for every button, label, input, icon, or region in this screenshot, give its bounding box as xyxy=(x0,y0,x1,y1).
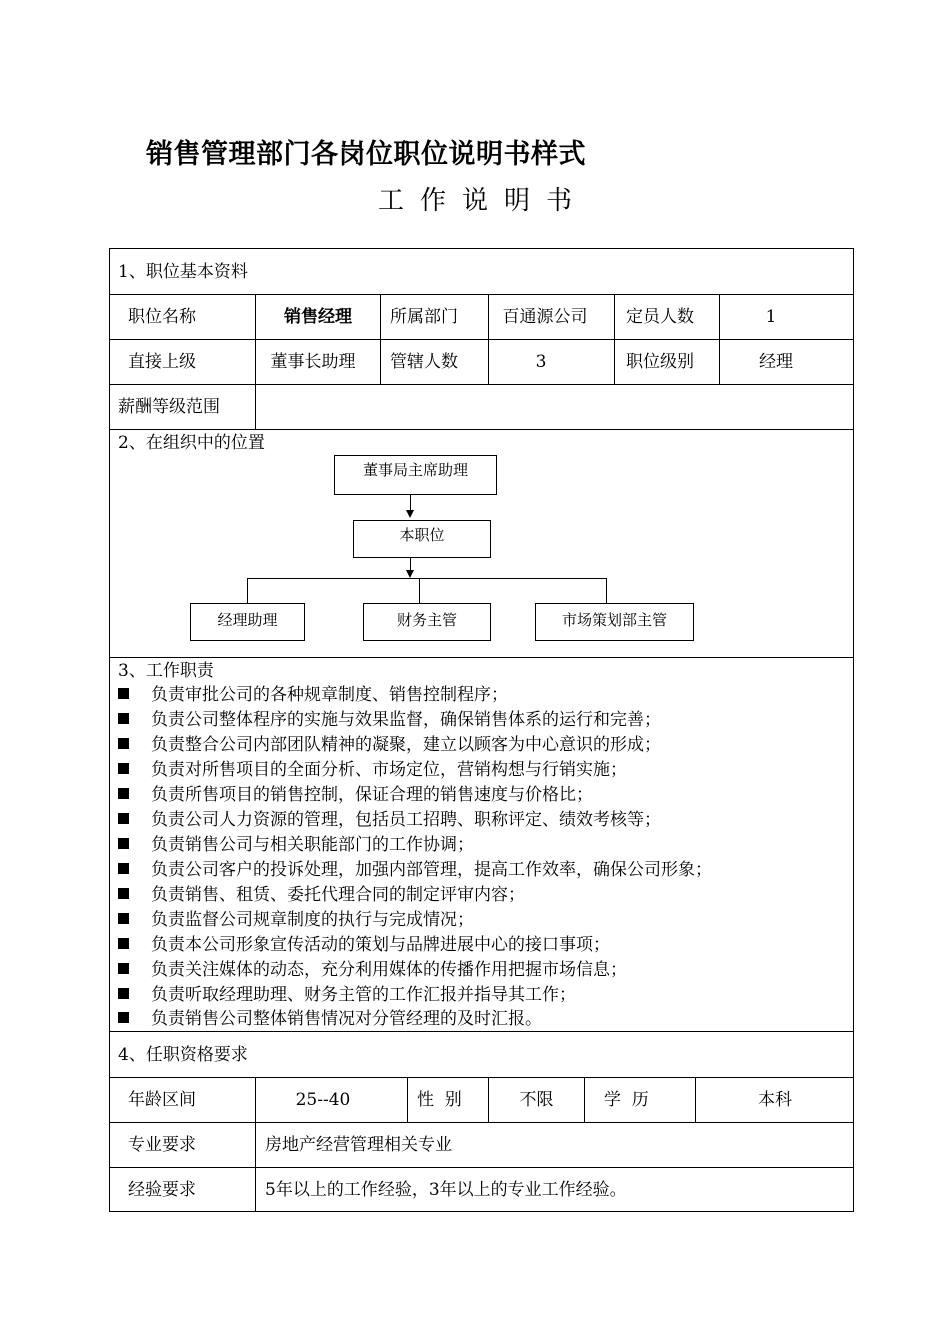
org-connector xyxy=(419,578,420,603)
duty-item xyxy=(118,809,661,831)
rule xyxy=(109,1167,854,1168)
rule xyxy=(109,657,854,658)
bullet-square-icon xyxy=(118,713,129,724)
org-connector xyxy=(247,578,607,579)
headcount-label: 定员人数 xyxy=(626,307,694,327)
rule xyxy=(109,1077,854,1078)
duty-item xyxy=(118,834,474,856)
major-value: 房地产经营管理相关专业 xyxy=(265,1135,452,1155)
org-top-box xyxy=(334,455,497,495)
org-arrow xyxy=(406,570,414,578)
bullet-square-icon xyxy=(118,863,129,874)
gender-value: 不限 xyxy=(519,1090,554,1110)
org-connector xyxy=(410,558,411,570)
duty-text: 负责公司整体程序的实施与效果监督，确保销售体系的运行和完善； xyxy=(151,710,661,730)
duty-text: 负责公司人力资源的管理，包括员工招聘、职称评定、绩效考核等； xyxy=(151,810,661,830)
duty-text: 负责销售公司与相关职能部门的工作协调； xyxy=(151,835,474,855)
bullet-square-icon xyxy=(118,788,129,799)
document-title: 销售管理部门各岗位职位说明书样式 xyxy=(146,139,586,170)
org-child-box xyxy=(363,603,491,641)
duty-text: 负责销售公司整体销售情况对分管经理的及时汇报。 xyxy=(151,1009,542,1029)
gender-label: 性 别 xyxy=(417,1090,462,1110)
rule xyxy=(614,294,615,384)
major-label: 专业要求 xyxy=(128,1135,196,1155)
experience-label: 经验要求 xyxy=(128,1180,196,1200)
duty-item xyxy=(118,734,661,756)
rule xyxy=(380,294,381,384)
bullet-square-icon xyxy=(118,813,129,824)
bullet-square-icon xyxy=(118,988,129,999)
education-label: 学 历 xyxy=(604,1090,649,1110)
section-heading: 1、职位基本资料 xyxy=(118,262,248,282)
org-child-label: 经理助理 xyxy=(217,611,278,629)
rule xyxy=(109,1122,854,1123)
org-middle-box xyxy=(353,520,491,558)
duty-item xyxy=(118,959,627,981)
duty-text: 负责听取经理助理、财务主管的工作汇报并指导其工作； xyxy=(151,985,576,1005)
duty-item xyxy=(118,934,610,956)
education-value: 本科 xyxy=(758,1090,792,1110)
department-label: 所属部门 xyxy=(390,307,458,327)
rule xyxy=(407,1077,408,1122)
duty-item xyxy=(118,684,508,706)
duty-text: 负责对所售项目的全面分析、市场定位，营销构想与行销实施； xyxy=(151,760,627,780)
duty-text: 负责销售、租赁、委托代理合同的制定评审内容； xyxy=(151,885,525,905)
duty-item xyxy=(118,784,593,806)
subordinates-label: 管辖人数 xyxy=(390,352,458,372)
duty-item xyxy=(118,709,661,731)
duty-text: 负责监督公司规章制度的执行与完成情况； xyxy=(151,910,474,930)
duty-text: 负责公司客户的投诉处理，加强内部管理，提高工作效率，确保公司形象； xyxy=(151,860,712,880)
org-child-box xyxy=(535,603,694,641)
duty-item xyxy=(118,859,712,881)
rule xyxy=(109,339,854,340)
document-subtitle: 工作说明书 xyxy=(377,186,588,216)
bullet-square-icon xyxy=(118,763,129,774)
experience-value: 5年以上的工作经验，3年以上的专业工作经验。 xyxy=(265,1180,627,1200)
duty-text: 负责关注媒体的动态，充分利用媒体的传播作用把握市场信息； xyxy=(151,960,627,980)
duty-text: 负责审批公司的各种规章制度、销售控制程序； xyxy=(151,685,508,705)
subordinates-value: 3 xyxy=(535,352,547,372)
position-name-value: 销售经理 xyxy=(284,307,352,327)
section-heading: 4、任职资格要求 xyxy=(118,1045,248,1065)
rule xyxy=(109,429,854,430)
section-heading: 3、工作职责 xyxy=(118,661,214,681)
bullet-square-icon xyxy=(118,688,129,699)
duty-text: 负责所售项目的销售控制，保证合理的销售速度与价格比； xyxy=(151,785,593,805)
bullet-square-icon xyxy=(118,938,129,949)
level-value: 经理 xyxy=(759,352,793,372)
section-heading: 2、在组织中的位置 xyxy=(118,433,265,453)
bullet-square-icon xyxy=(118,963,129,974)
rule xyxy=(109,384,854,385)
org-child-label: 财务主管 xyxy=(396,611,457,629)
supervisor-label: 直接上级 xyxy=(128,352,196,372)
duty-item xyxy=(118,759,627,781)
salary-range-label: 薪酬等级范围 xyxy=(118,397,220,417)
duty-item xyxy=(118,984,576,1006)
department-value: 百通源公司 xyxy=(502,307,588,327)
org-connector xyxy=(410,495,411,511)
position-name-label: 职位名称 xyxy=(128,307,196,327)
duty-item xyxy=(118,1008,542,1030)
org-child-label: 市场策划部主管 xyxy=(561,611,667,629)
bullet-square-icon xyxy=(118,738,129,749)
org-connector xyxy=(247,578,248,603)
rule xyxy=(584,1077,585,1122)
org-middle-label: 本职位 xyxy=(399,526,445,544)
duty-text: 负责本公司形象宣传活动的策划与品牌进展中心的接口事项； xyxy=(151,935,610,955)
org-child-box xyxy=(190,603,305,641)
org-connector xyxy=(606,578,607,603)
rule xyxy=(109,1031,854,1032)
supervisor-value: 董事长助理 xyxy=(270,352,356,372)
bullet-square-icon xyxy=(118,1012,129,1023)
duty-item xyxy=(118,909,474,931)
bullet-square-icon xyxy=(118,913,129,924)
duty-text: 负责整合公司内部团队精神的凝聚，建立以顾客为中心意识的形成； xyxy=(151,735,661,755)
bullet-square-icon xyxy=(118,888,129,899)
org-top-label: 董事局主席助理 xyxy=(362,461,468,479)
bullet-square-icon xyxy=(118,838,129,849)
rule xyxy=(109,294,854,295)
org-arrow xyxy=(406,510,414,518)
level-label: 职位级别 xyxy=(626,352,694,372)
age-range-label: 年龄区间 xyxy=(128,1090,196,1110)
age-range-value: 25--40 xyxy=(295,1090,351,1110)
headcount-value: 1 xyxy=(765,307,777,327)
duty-item xyxy=(118,884,525,906)
